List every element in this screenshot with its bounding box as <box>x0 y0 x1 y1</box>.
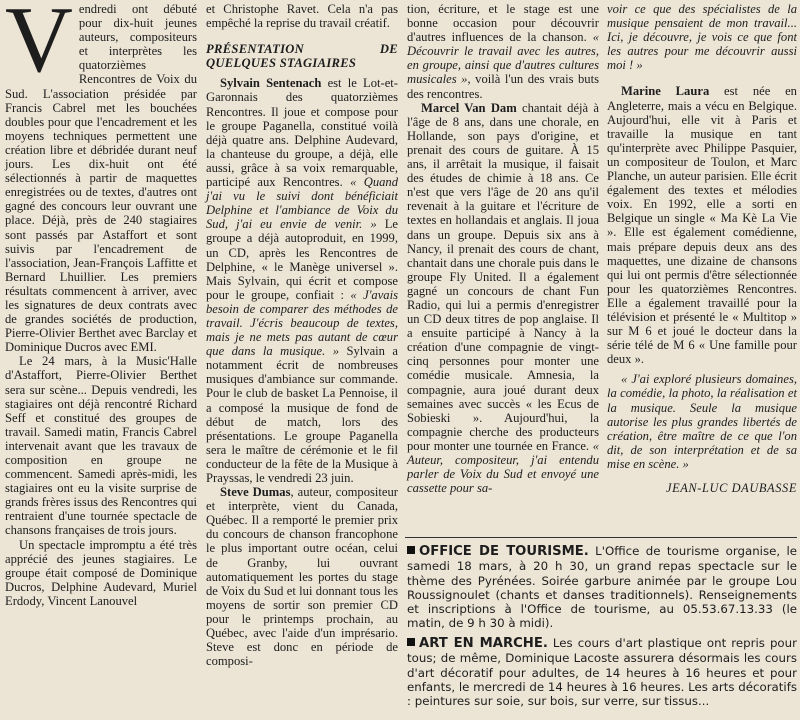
brief-text: Les cours d'art plastique ont repris pour tous; de même, Dominique Lacoste assurera désormais les cours d'art décoratif pour adultes, de 14 heures à 16 heures et pour enfants, le mercredi de 14 heures à 16 heures. Les arts décoratifs : peintures sur soie, sur bois, sur verre, sur tissus... <box>407 636 797 709</box>
section-divider <box>405 537 797 538</box>
brief-office-tourisme <box>407 544 797 631</box>
article-column-3 <box>407 2 599 495</box>
person-name: Sylvain Sentenach <box>220 76 322 91</box>
article-intro-paragraph: Vendredi ont débuté pour dix-huit jeunes auteurs, compositeurs et interprètes les quatorzièmes Rencontres de Voix du Sud. L'association présidée par Francis Cabrel met les bouchées doubles pour que l'encadrement et les moyens techniques permettent une création libre et débridée durant neuf jours. Les dix-huit ont été sélectionnés à partir de maquettes enregistrées ou de textes, d'autres ont gagné des concours leur ouvrant une place. Déjà, près de 240 stagiaires sont passés par Astaffort et sont suivis par l'encadrement de l'association, Jean-François Laffitte et Bernard Lhuillier. Les premiers résultats commencent à arriver, avec les signatures de deux contrats avec de grandes sociétés de production, Pierre-Olivier Berthet avec Barclay et Dominique Ducros avec EMI. <box>5 0 197 355</box>
quote: « Auteur, compositeur, j'ai entendu parler de Voix du Sud et envoyé une cassette pour sa- <box>407 438 599 496</box>
profile-sylvain: Sylvain Sentenach est le Lot-et-Garonnais des quatorzièmes Rencontres. Il joue et compose pour le groupe Paganella, constitué voilà déjà quatre ans. Delphine Audevard, la chanteuse du groupe, a déjà, elle aussi, grâce à sa voix remarquable, participé aux Rencontres. « Quand j'ai vu le suivi dont bénéficiait Delphine et l'ambiance de Voix du Sud, j'ai eu envie de venir. » Le groupe a déjà autoproduit, en 1999, un CD, après les Rencontres de Delphine, « le Manège universel ». Mais Sylvain, qui écrit et compose pour le groupe, confiait : « J'avais besoin de comparer des méthodes de travail. J'écris beaucoup de textes, mais je ne mets pas autant de cœur que dans la musique. » Sylvain a notamment écrit de nombreuses musiques d'ambiance sur commande. Pour le club de basket La Pennoise, il a composé la musique de fond de début de match, lors des présentations. Le groupe Paganella sera le maître de cérémonie et le fil conducteur de la fête de la Musique à Prayssas, le vendredi 23 juin. <box>206 76 399 485</box>
article-paragraph: tion, écriture, et le stage est une bonne occasion pour découvrir d'autres influences de la chanson. « Découvrir le travail avec les autres, en groupe, ainsi que d'autres cultures musicales », voilà l'un des vrais buts des rencontres. <box>407 2 599 101</box>
quote: « J'avais besoin de comparer des méthodes de travail. J'écris beaucoup de textes, mais je ne mets pas autant de cœur que dans la musique. » <box>206 287 398 359</box>
person-name: Marcel Van Dam <box>421 100 517 115</box>
profile-marine: Marine Laura est née en Angleterre, mais a vécu en Belgique. Aujourd'hui, elle vit à Paris et travaille la musique en tant qu'interprète avec Philippe Pasquier, un compositeur de Toulon, et Marc Planche, un auteur parisien. Elle écrit également des textes et mélodies voix. En 1992, elle a sorti en Belgique un single « Ma Kè La Vie ». Elle est également comédienne, mais prépare depuis deux ans des maquettes, une dizaine de chansons qui lui ont permis d'être sélectionnée pour les quatorzièmes Rencontres. Elle a également travaillé pour la télévision et présenté le « Multitop » sur M 6 et joué le docteur dans la série télé de M 6 « Une famille pour deux ». <box>607 84 797 367</box>
quote: « Découvrir le travail avec les autres, en groupe, ainsi que d'autres cultures musicales » <box>407 30 599 87</box>
brief-text: L'Office de tourisme organise, le samedi 18 mars, à 20 h 30, un grand repas spectacle sur le thème des Pyrénées. Soirée garbure animée par le groupe Lou Roussignoulet (chants et danses traditionnels). Renseignements et inscriptions à l'Office de tourisme, au 05.53.67.13.33 (le matin, de 9 h 30 à midi). <box>407 544 798 631</box>
quote: « Quand j'ai vu le suivi dont bénéficiait Delphine et l'ambiance de Voix du Sud, j'ai eu envie de venir. » <box>206 175 399 232</box>
brief-art-en-marche <box>407 636 797 708</box>
profile-steve: Steve Dumas, auteur, compositeur et interprète, vient du Canada, Québec. Il a remporté le premier prix du concours de chanson francophone le plus important outre océan, celui de Granby, lui ouvrant automatiquement les portes du stage de Voix du Sud et lui donnant tous les moyens de sortir son premier CD pour le printemps prochain, au Québec, avec l'aide d'un imprésario. Steve est donc en période de composi- <box>206 485 398 669</box>
bullet-square-icon <box>407 546 415 554</box>
quote: « J'ai exploré plusieurs domaines, la comédie, la photo, la réalisation et la musique. Seule la musique autorise les plus grandes libertés de création, être maître de ce que l'on dit, de son interprétation et de sa mise en scène. » <box>607 372 797 471</box>
person-name: Steve Dumas <box>220 485 291 500</box>
article-column-1 <box>5 2 197 608</box>
article-column-2 <box>206 2 398 668</box>
person-name: Marine Laura <box>621 84 710 99</box>
brief-heading: ART EN MARCHE. <box>419 636 548 651</box>
profile-marcel: Marcel Van Dam chantait déjà à l'âge de 8 ans, dans une chorale, en Hollande, son pays d'origine, et prenait des cours de guitare. À 15 ans, il arrêtait la musique, il faisait des études de chimie à 18 ans. Ce n'est que vers l'âge de 20 ans qu'il revenait à la guitare et l'écriture de textes en hollandais et anglais. Il joua dans un groupe. Depuis six ans à Nancy, il prenait des cours de chant, chantait dans une chorale puis dans le groupe Fly United. Il a également gagné un concours de chant Fun Radio, qui lui a permis d'enregistrer un CD deux titres de pop anglaise. Il a ensuite participé à Nancy à la création d'une compagnie de vingt-cinq personnes pour monter une comédie musicale. Amnesia, la compagnie, aura joué durant deux semaines avec succès « les Ecus de Sobieski ». Aujourd'hui, la compagnie cherche des producteurs pour monter une tournée en France. « Auteur, compositeur, j'ai entendu parler de Voix du Sud et envoyé une cassette pour sa- <box>407 100 599 496</box>
quote: voir ce que des spécialistes de la musique pensaient de mon travail... Ici, je découvre, je vois ce que font les autres pour me découvrir aussi moi ! » <box>607 2 797 73</box>
section-subhead: PRÉSENTATION DE QUELQUES STAGIAIRES <box>206 42 398 71</box>
drop-cap: V <box>5 0 73 92</box>
article-paragraph: et Christophe Ravet. Cela n'a pas empêché la reprise du travail créatif. <box>206 2 398 31</box>
bullet-square-icon <box>407 638 415 646</box>
article-paragraph: Un spectacle impromptu a été très apprécié des jeunes stagiaires. Le groupe était composé de Dominique Ducros, Delphine Audevard, Muriel Erdody, Vincent Lanouvel <box>5 537 197 608</box>
article-paragraph: Le 24 mars, à la Music'Halle d'Astaffort, Pierre-Olivier Berthet sera sur scène... Depuis vendredi, les stagiaires ont déjà rencontré Richard Seff et constitué des groupes de travail. Samedi matin, Francis Cabrel intervenait avant que les travaux de composition en groupe ne commencent. Samedi après-midi, les stagiaires ont eu la visite surprise de grands frères issus des Rencontres qui rentraient d'une tournée spectacle de chansons françaises de trois jours. <box>5 354 198 538</box>
article-column-4 <box>607 2 797 495</box>
author-signature: JEAN-LUC DAUBASSE <box>666 481 797 495</box>
brief-heading: OFFICE DE TOURISME. <box>419 544 589 559</box>
